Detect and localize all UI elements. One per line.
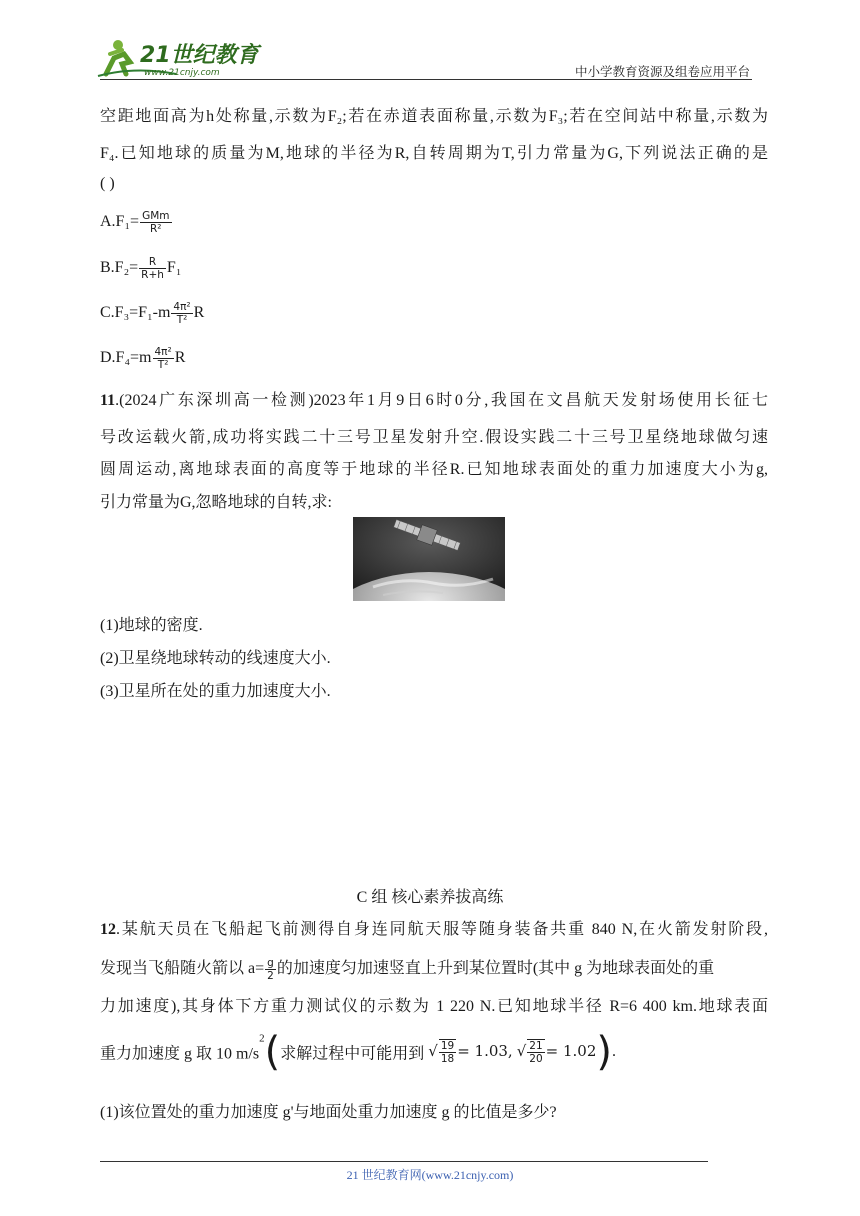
fraction-numerator: 21: [529, 1040, 543, 1052]
logo-url: www.21cnjy.com: [144, 68, 220, 78]
fraction-denominator: T²: [176, 314, 188, 326]
q12-line-4: [100, 1029, 616, 1080]
platform-name: 中小学教育资源及组卷应用平台: [574, 64, 750, 79]
option-c-fraction: [171, 301, 192, 326]
footer-divider: [100, 1161, 708, 1162]
q12-text-4a: 重力加速度 g 取 10 m/s: [100, 1045, 260, 1063]
option-d-fraction: [153, 346, 174, 371]
q10-line-1: 空距地面高为h处称量,示数为F₂;若在赤道表面称量,示数为F₃;若在空间站中称量,示数为: [100, 108, 768, 125]
fraction-denominator: 18: [440, 1053, 455, 1065]
fraction-denominator: T²: [157, 359, 169, 371]
fraction-numerator: 19: [440, 1040, 455, 1052]
sqrt-fraction-2: [527, 1039, 544, 1065]
q11-text-1: .(2024广东深圳高一检测)2023年1月9日6时0分,我国在文昌航天发射场使用长征七: [115, 392, 768, 409]
period: .: [612, 1043, 616, 1060]
exponent-2: 2: [259, 1032, 265, 1045]
q10-line-2: F₄.已知地球的质量为M,地球的半径为R,自转周期为T,引力常量为G,下列说法正确的是: [100, 145, 768, 162]
q10-option-d[interactable]: [100, 346, 185, 371]
satellite-earth-illustration-icon: [353, 517, 505, 601]
site-logo[interactable]: [96, 36, 266, 80]
fraction-denominator: 20: [529, 1053, 543, 1065]
q11-sub-1: (1)地球的密度.: [100, 617, 203, 634]
q11-number: 11: [100, 392, 116, 409]
footer-link[interactable]: 21 世纪教育网(www.21cnjy.com): [346, 1168, 514, 1182]
q11-sub-2: (2)卫星绕地球转动的线速度大小.: [100, 650, 331, 667]
sqrt-value-2: = 1.02: [545, 1042, 597, 1060]
fraction-numerator: R: [139, 256, 166, 269]
right-paren: ): [596, 1029, 612, 1075]
option-b-fraction: [139, 256, 166, 281]
acceleration-fraction: [265, 957, 276, 982]
option-c-prefix: C.F₃=F₁-m: [100, 304, 171, 322]
q11-line-4: 引力常量为G,忽略地球的自转,求:: [100, 494, 333, 511]
sqrt-fraction-1: [439, 1039, 456, 1065]
option-c-suffix: R: [193, 304, 205, 322]
fraction-numerator: g: [265, 957, 276, 970]
q12-text-1: .某航天员在飞船起飞前测得自身连同航天服等随身装备共重 840 N,在火箭发射阶段,: [116, 921, 768, 938]
q11-line-2: 号改运载火箭,成功将实践二十三号卫星发射升空.假设实践二十三号卫星绕地球做匀速: [100, 429, 768, 446]
q12-line-3: 力加速度),其身体下方重力测试仪的示数为 1 220 N.已知地球半径 R=6 400 km.地球表面: [100, 998, 768, 1015]
fraction-denominator: R+h: [141, 269, 164, 281]
satellite-earth-image: [353, 517, 505, 601]
q10-answer-blank: ( ): [100, 175, 115, 192]
option-d-prefix: D.F₄=m: [100, 349, 152, 367]
option-a-prefix: A.F₁=: [100, 213, 140, 231]
logo-text: 21世纪教育: [140, 43, 259, 68]
q12-number: 12: [100, 921, 116, 938]
sqrt-expression-2: [516, 1040, 597, 1065]
q11-line-1: [100, 387, 768, 410]
header-divider: [100, 79, 752, 80]
q10-option-b[interactable]: [100, 256, 181, 281]
q11-line-3: 圆周运动,离地球表面的高度等于地球的半径R.已知地球表面处的重力加速度大小为g,: [100, 461, 768, 478]
fraction-denominator: R²: [150, 223, 162, 235]
runner-logo-icon: [96, 36, 266, 80]
left-paren: (: [264, 1029, 281, 1075]
fraction-numerator: 4π²: [154, 346, 172, 358]
q12-text-4b: 求解过程中可能用到: [280, 1045, 425, 1063]
q12-text-2a: 发现当飞船随火箭以 a=: [100, 960, 265, 977]
option-b-prefix: B.F₂=: [100, 259, 139, 277]
q12-line-2: [100, 955, 714, 982]
option-d-suffix: R: [174, 349, 186, 367]
sqrt-value-1: = 1.03,: [457, 1042, 513, 1060]
section-title: C 组 核心素养拔高练: [356, 889, 504, 906]
option-a-fraction: [140, 210, 171, 235]
q12-line-1: [100, 916, 768, 939]
q10-option-c[interactable]: [100, 301, 204, 326]
fraction-denominator: 2: [267, 969, 274, 982]
q11-sub-3: (3)卫星所在处的重力加速度大小.: [100, 683, 331, 700]
q12-sub-1: (1)该位置处的重力加速度 g'与地面处重力加速度 g 的比值是多少?: [100, 1104, 557, 1121]
fraction-numerator: 4π²: [173, 301, 191, 313]
sqrt-icon: √: [428, 1042, 438, 1060]
option-b-suffix: F₁: [166, 259, 182, 277]
fraction-numerator: GMm: [142, 210, 170, 222]
sqrt-icon: √: [516, 1042, 527, 1060]
sqrt-expression-1: [428, 1040, 513, 1065]
q10-option-a[interactable]: [100, 210, 173, 235]
q12-text-2b: 的加速度匀加速竖直上升到某位置时(其中 g 为地球表面处的重: [276, 960, 715, 977]
